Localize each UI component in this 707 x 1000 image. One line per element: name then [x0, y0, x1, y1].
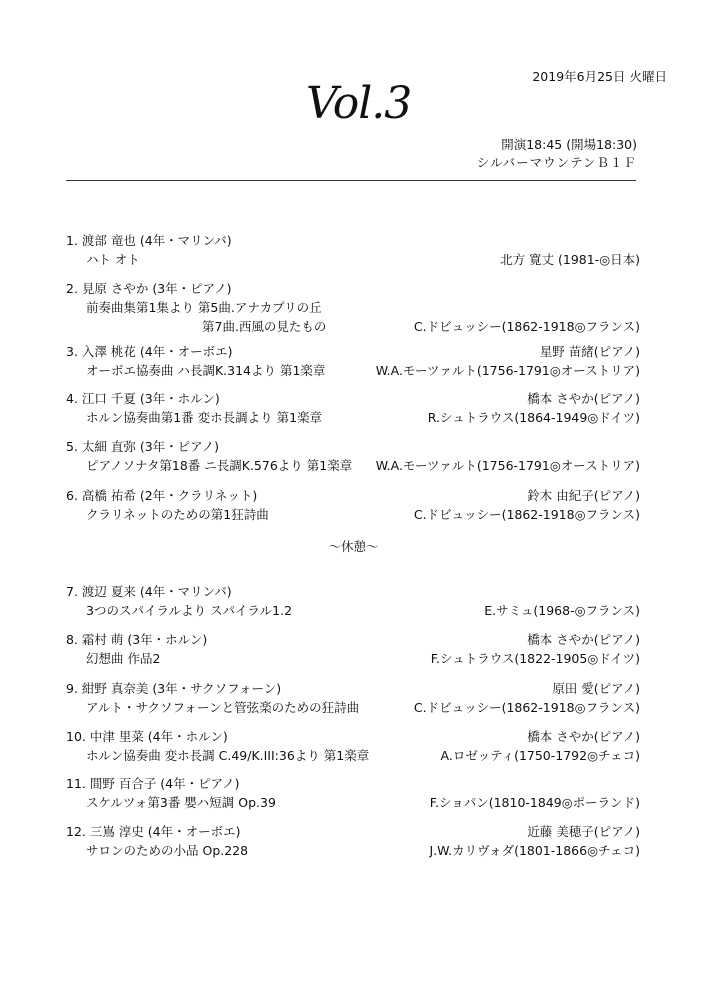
program-item — [66, 774, 640, 812]
composer: E.サミュ(1968-◎フランス) — [484, 603, 640, 618]
accompanist: 橋本 さやか(ピアノ) — [527, 391, 640, 406]
performer: 12. 三嶌 淳史 (4年・オーボエ) — [66, 824, 241, 839]
program-item — [66, 389, 640, 427]
piece-title: ピアノソナタ第18番 ニ長調K.576より 第1楽章 — [86, 458, 353, 473]
performer: 9. 紺野 真奈美 (3年・サクソフォーン) — [66, 681, 282, 696]
accompanist: 近藤 美穂子(ピアノ) — [527, 824, 640, 839]
program-item — [66, 822, 640, 860]
composer: W.A.モーツァルト(1756-1791◎オーストリア) — [375, 363, 640, 378]
venue: シルバーマウンテンＢ１Ｆ — [476, 155, 637, 170]
composer: A.ロゼッティ(1750-1792◎チェコ) — [440, 748, 640, 763]
piece-title: クラリネットのための第1狂詩曲 — [86, 507, 269, 522]
program-item — [66, 486, 640, 524]
composer: C.ドビュッシー(1862-1918◎フランス) — [413, 507, 640, 522]
composer: R.シュトラウス(1864-1949◎ドイツ) — [427, 410, 640, 425]
piece-title-continued: 第7曲.西風の見たもの — [202, 319, 327, 334]
performer: 8. 霜村 萌 (3年・ホルン) — [66, 632, 208, 647]
piece-title: サロンのための小品 Op.228 — [86, 843, 249, 858]
start-time: 開演18:45 (開場18:30) — [501, 137, 637, 152]
composer: F.ショパン(1810-1849◎ポーランド) — [429, 795, 640, 810]
accompanist: 星野 苗緒(ピアノ) — [539, 344, 640, 359]
composer: C.ドビュッシー(1862-1918◎フランス) — [413, 700, 640, 715]
accompanist: 鈴木 由紀子(ピアノ) — [527, 488, 640, 503]
program-item — [66, 630, 640, 668]
piece-title: オーボエ協奏曲 ハ長調K.314より 第1楽章 — [86, 363, 326, 378]
piece-title: 前奏曲集第1集より 第5曲.アナカプリの丘 — [86, 300, 322, 315]
piece-title: ハト オト — [86, 252, 140, 267]
accompanist: 橋本 さやか(ピアノ) — [527, 632, 640, 647]
program-item — [66, 342, 640, 380]
performer: 10. 中津 里菜 (4年・ホルン) — [66, 729, 228, 744]
performer: 2. 見原 さやか (3年・ピアノ) — [66, 281, 232, 296]
composer: W.A.モーツァルト(1756-1791◎オーストリア) — [375, 458, 640, 473]
intermission: 〜休憩〜 — [328, 539, 379, 554]
piece-title: ホルン協奏曲第1番 変ホ長調より 第1楽章 — [86, 410, 323, 425]
performer: 3. 入澤 桃花 (4年・オーボエ) — [66, 344, 233, 359]
piece-title: ホルン協奏曲 変ホ長調 C.49/K.III:36より 第1楽章 — [86, 748, 370, 763]
program-item — [66, 582, 640, 620]
program-item — [66, 727, 640, 765]
performer: 6. 高橋 祐希 (2年・クラリネット) — [66, 488, 258, 503]
program-item — [66, 437, 640, 475]
header-divider — [66, 180, 636, 181]
performer: 5. 太細 直弥 (3年・ピアノ) — [66, 439, 220, 454]
accompanist: 原田 愛(ピアノ) — [552, 681, 640, 696]
composer: J.W.カリヴォダ(1801-1866◎チェコ) — [429, 843, 640, 858]
program-item — [66, 279, 640, 336]
piece-title: アルト・サクソフォーンと管弦楽のための狂詩曲 — [86, 700, 360, 715]
performer: 4. 江口 千夏 (3年・ホルン) — [66, 391, 220, 406]
program-item — [66, 231, 640, 269]
piece-title: スケルツォ第3番 嬰ハ短調 Op.39 — [86, 795, 276, 810]
program-item — [66, 679, 640, 717]
composer: 北方 寛丈 (1981-◎日本) — [500, 252, 640, 267]
volume-title: Vol.3 — [306, 78, 412, 129]
piece-title: 幻想曲 作品2 — [86, 651, 161, 666]
composer: F.シュトラウス(1822-1905◎ドイツ) — [430, 651, 640, 666]
performer: 1. 渡部 竜也 (4年・マリンバ) — [66, 233, 232, 248]
accompanist: 橋本 さやか(ピアノ) — [527, 729, 640, 744]
piece-title: 3つのスパイラルより スパイラル1.2 — [86, 603, 293, 618]
composer: C.ドビュッシー(1862-1918◎フランス) — [413, 319, 640, 334]
performer: 11. 間野 百合子 (4年・ピアノ) — [66, 776, 240, 791]
performer: 7. 渡辺 夏来 (4年・マリンバ) — [66, 584, 232, 599]
program-date: 2019年6月25日 火曜日 — [532, 69, 667, 84]
